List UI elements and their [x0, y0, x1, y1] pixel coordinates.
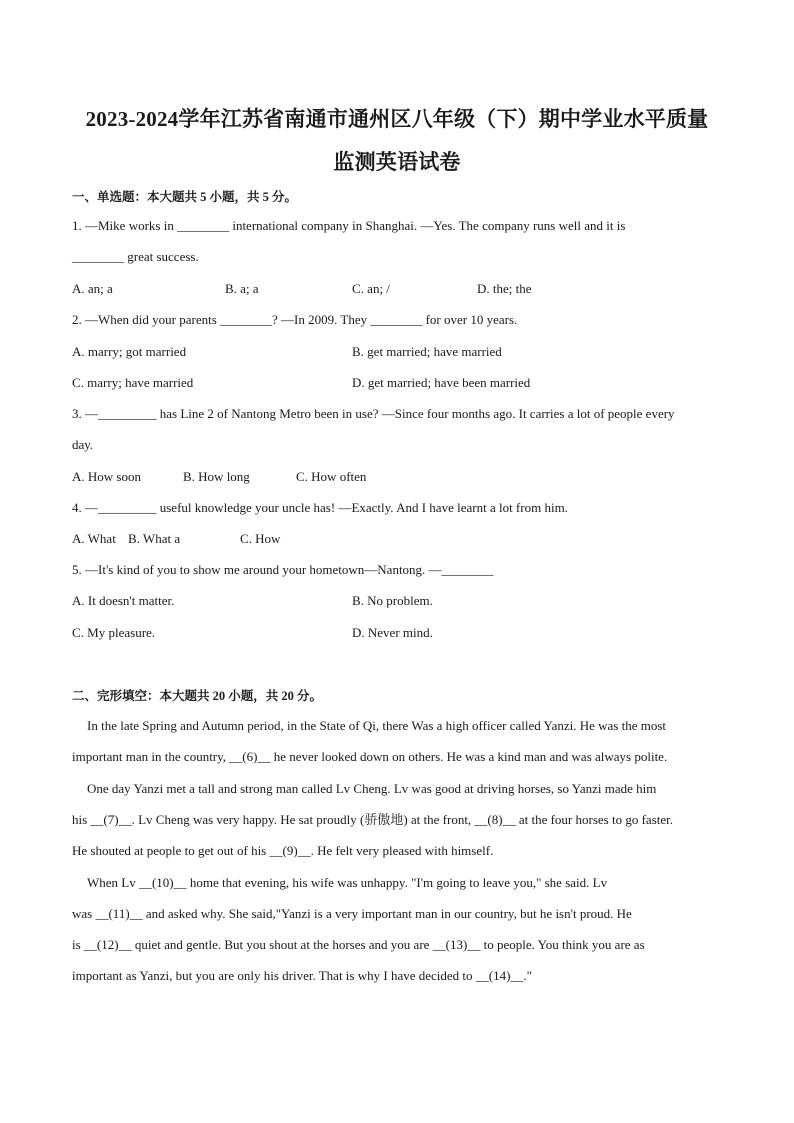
- q4-option-b: B. What a: [128, 531, 181, 546]
- q1-option-b: B. a; a: [225, 281, 259, 296]
- q2-stem-line1: 2. —When did your parents ________? —In 2009. They ________ for over 10 years.: [72, 312, 518, 327]
- q1-stem-line1: 1. —Mike works in ________ international company in Shanghai. —Yes. The company runs well and it is: [72, 218, 626, 233]
- q1-option-c: C. an; /: [352, 281, 390, 296]
- passage-line: In the late Spring and Autumn period, in the State of Qi, there Was a high officer called Yanzi. He was the most: [87, 718, 667, 733]
- q3-option-a: A. How soon: [72, 469, 141, 484]
- q5-option-a: A. It doesn't matter.: [72, 593, 175, 608]
- q1-option-a: A. an; a: [72, 281, 113, 296]
- q3-option-c: C. How often: [296, 469, 367, 484]
- section1-heading: 一、单选题：本大题共 5 小题，共 5 分。: [72, 190, 298, 204]
- q4-option-c: C. How: [240, 531, 281, 546]
- q1-option-d: D. the; the: [477, 281, 532, 296]
- q4-option-a: A. What: [72, 531, 116, 546]
- passage-line: important as Yanzi, but you are only his driver. That is why I have decided to __(14)__.": [72, 968, 532, 983]
- q2-option-d: D. get married; have been married: [352, 375, 531, 390]
- q5-stem-line1: 5. —It's kind of you to show me around your hometown—Nantong. —________: [72, 562, 494, 577]
- passage-line: When Lv __(10)__ home that evening, his wife was unhappy. "I'm going to leave you," she said. Lv: [87, 875, 608, 890]
- passage-line: his __(7)__. Lv Cheng was very happy. He sat proudly (骄傲地) at the front, __(8)__ at the four horses to go faster.: [72, 812, 673, 827]
- passage-line: was __(11)__ and asked why. She said,"Yanzi is a very important man in our country, but he isn't proud. He: [72, 906, 632, 921]
- passage-line: is __(12)__ quiet and gentle. But you shout at the horses and you are __(13)__ to people. You think you are as: [72, 937, 645, 952]
- q5-option-b: B. No problem.: [352, 593, 433, 608]
- q2-option-c: C. marry; have married: [72, 375, 194, 390]
- section2-heading: 二、完形填空：本大题共 20 小题，共 20 分。: [72, 689, 323, 703]
- q1-stem-line2: ________ great success.: [72, 249, 199, 264]
- passage-line: One day Yanzi met a tall and strong man called Lv Cheng. Lv was good at driving horses, so Yanzi made him: [87, 781, 657, 796]
- q3-option-b: B. How long: [183, 469, 250, 484]
- q2-option-b: B. get married; have married: [352, 344, 502, 359]
- doc-title-line1: 2023-2024学年江苏省南通市通州区八年级（下）期中学业水平质量: [85, 107, 709, 131]
- q3-stem-line2: day.: [72, 437, 94, 452]
- doc-title-line2: 监测英语试卷: [333, 150, 461, 174]
- q5-option-d: D. Never mind.: [352, 625, 433, 640]
- q2-option-a: A. marry; got married: [72, 344, 187, 359]
- q5-option-c: C. My pleasure.: [72, 625, 156, 640]
- q3-stem-line1: 3. —_________ has Line 2 of Nantong Metro been in use? —Since four months ago. It carries a lot of people every: [72, 406, 675, 421]
- q4-stem-line1: 4. —_________ useful knowledge your uncle has! —Exactly. And I have learnt a lot from him.: [72, 500, 568, 515]
- passage-line: He shouted at people to get out of his __(9)__. He felt very pleased with himself.: [72, 843, 494, 858]
- passage-line: important man in the country, __(6)__ he never looked down on others. He was a kind man and was always polite.: [72, 749, 668, 764]
